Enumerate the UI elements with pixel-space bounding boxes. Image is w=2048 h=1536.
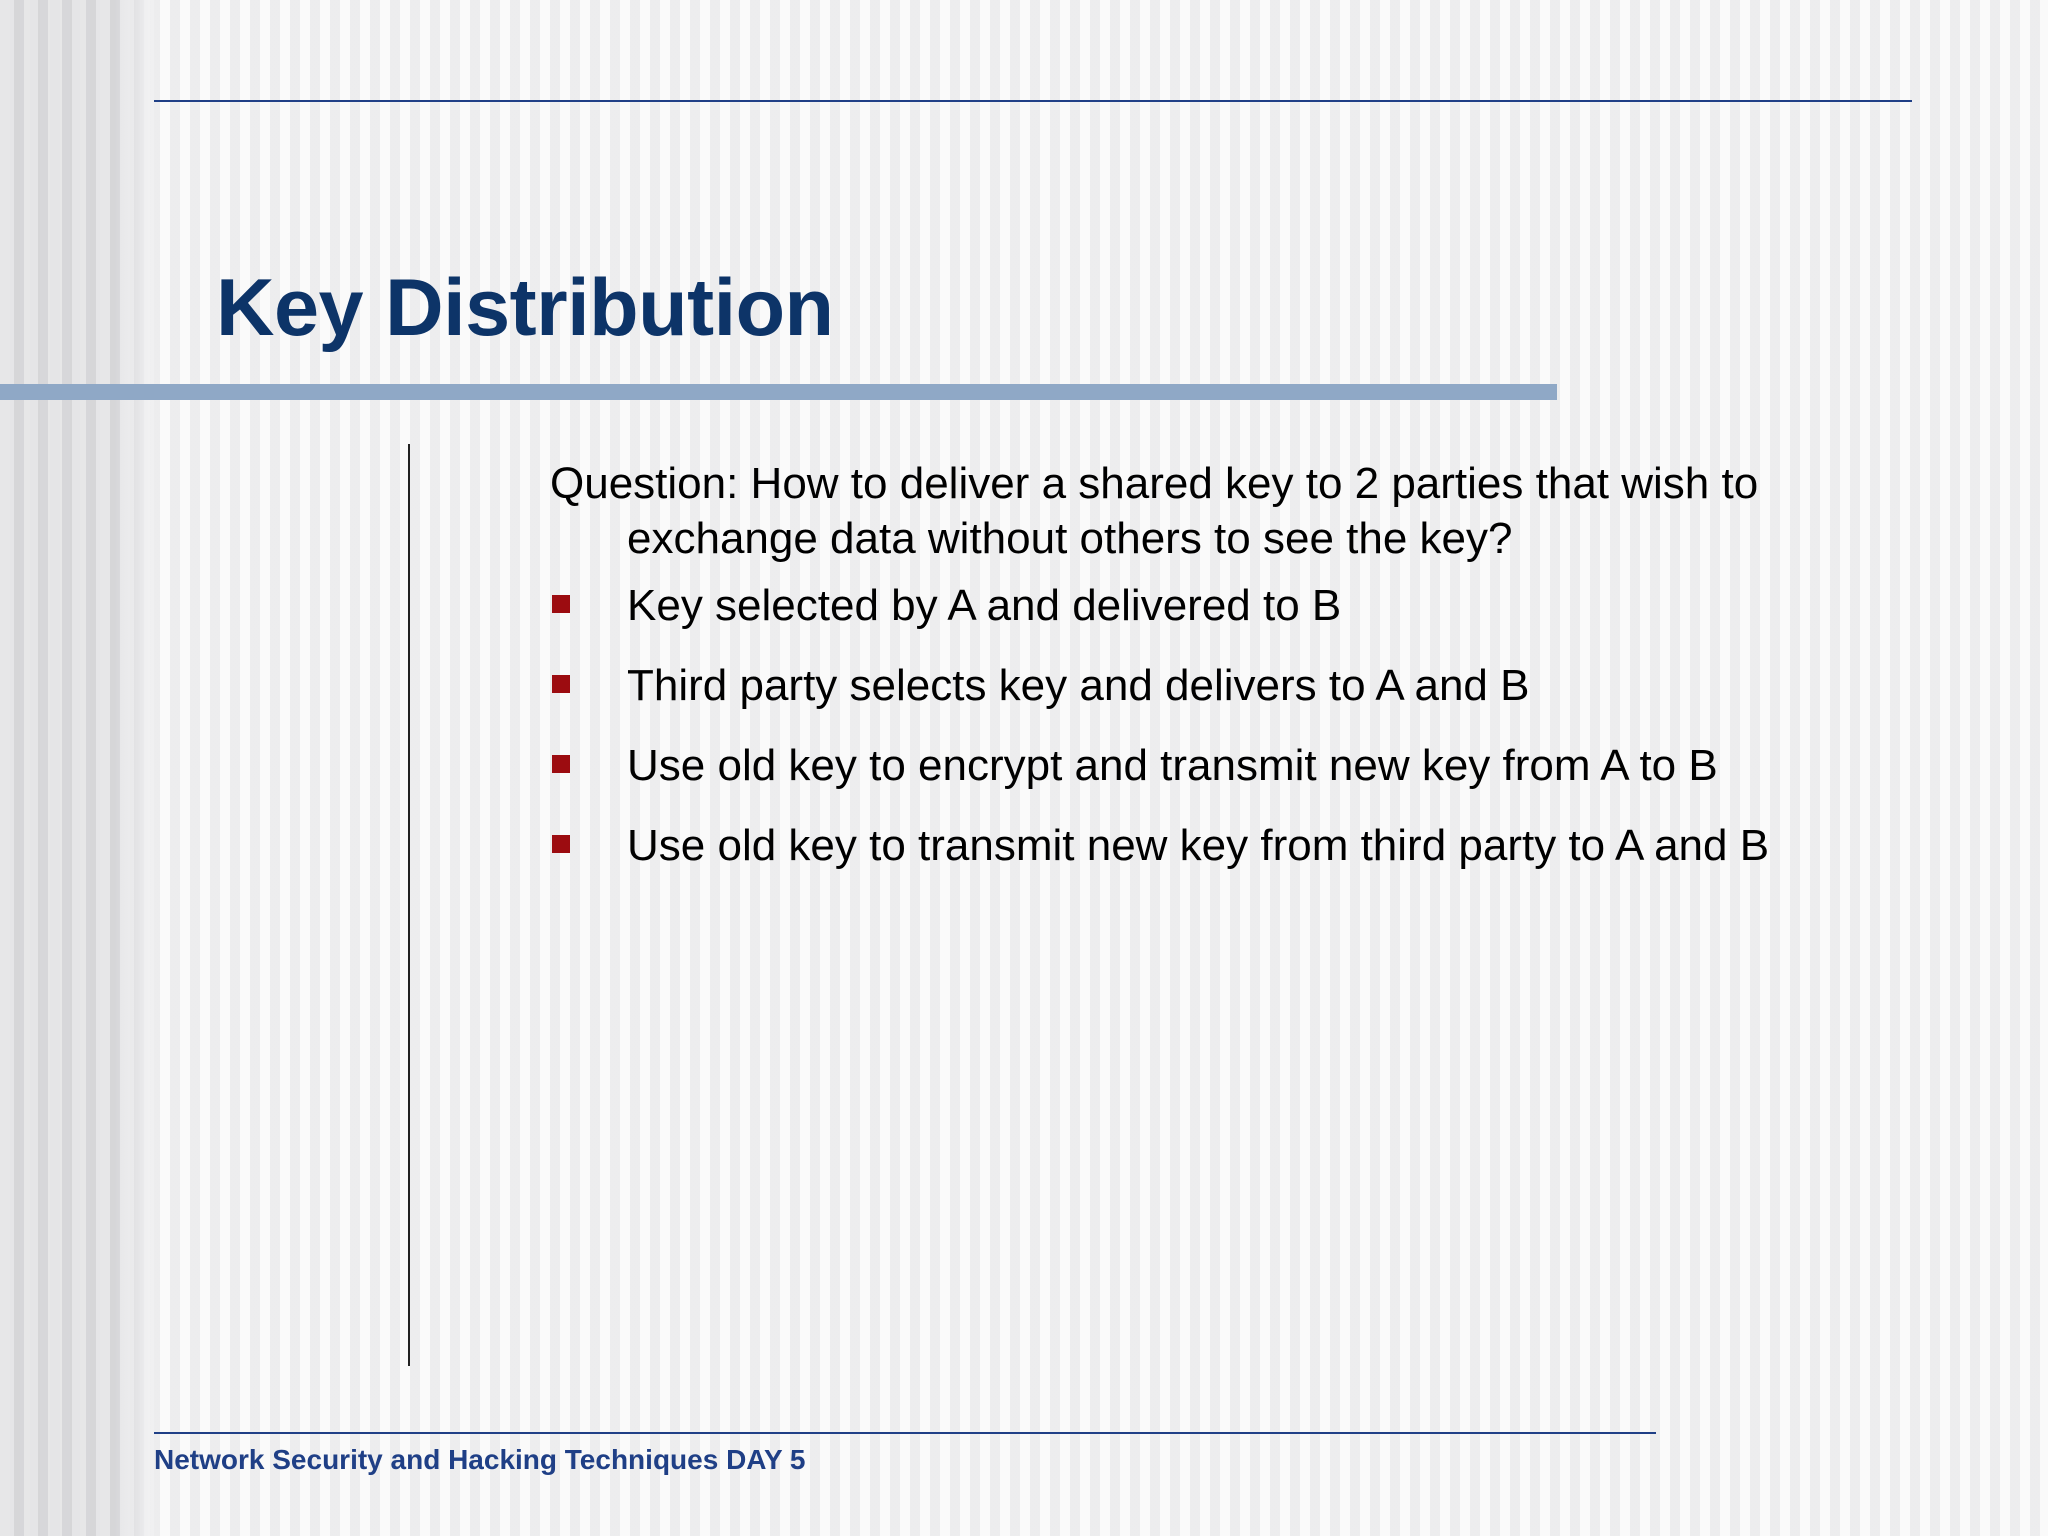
list-item [550, 578, 1790, 633]
square-bullet-icon [552, 595, 570, 613]
bullet-text: Use old key to encrypt and transmit new key from A to B [627, 741, 1718, 790]
question-text: Question: How to deliver a shared key to 2 parties that wish to exchange data without others to see the key? [550, 459, 1759, 563]
footer-text: Network Security and Hacking Techniques DAY 5 [154, 1444, 806, 1475]
bullet-text: Key selected by A and delivered to B [627, 581, 1342, 630]
list-item [550, 658, 1790, 713]
footer-divider [154, 1432, 1656, 1434]
top-divider [154, 100, 1912, 102]
square-bullet-icon [552, 675, 570, 693]
vertical-divider [408, 444, 410, 1366]
title-underline-bar [0, 384, 1557, 400]
left-decorative-band [0, 0, 154, 1536]
bullet-text: Use old key to transmit new key from third party to A and B [627, 821, 1770, 870]
bullet-list [550, 578, 1790, 873]
square-bullet-icon [552, 755, 570, 773]
bullet-text: Third party selects key and delivers to A and B [627, 661, 1530, 710]
square-bullet-icon [552, 835, 570, 853]
slide-title: Key Distribution [216, 263, 834, 353]
list-item [550, 818, 1790, 873]
list-item [550, 738, 1790, 793]
slide-body [550, 456, 1790, 898]
